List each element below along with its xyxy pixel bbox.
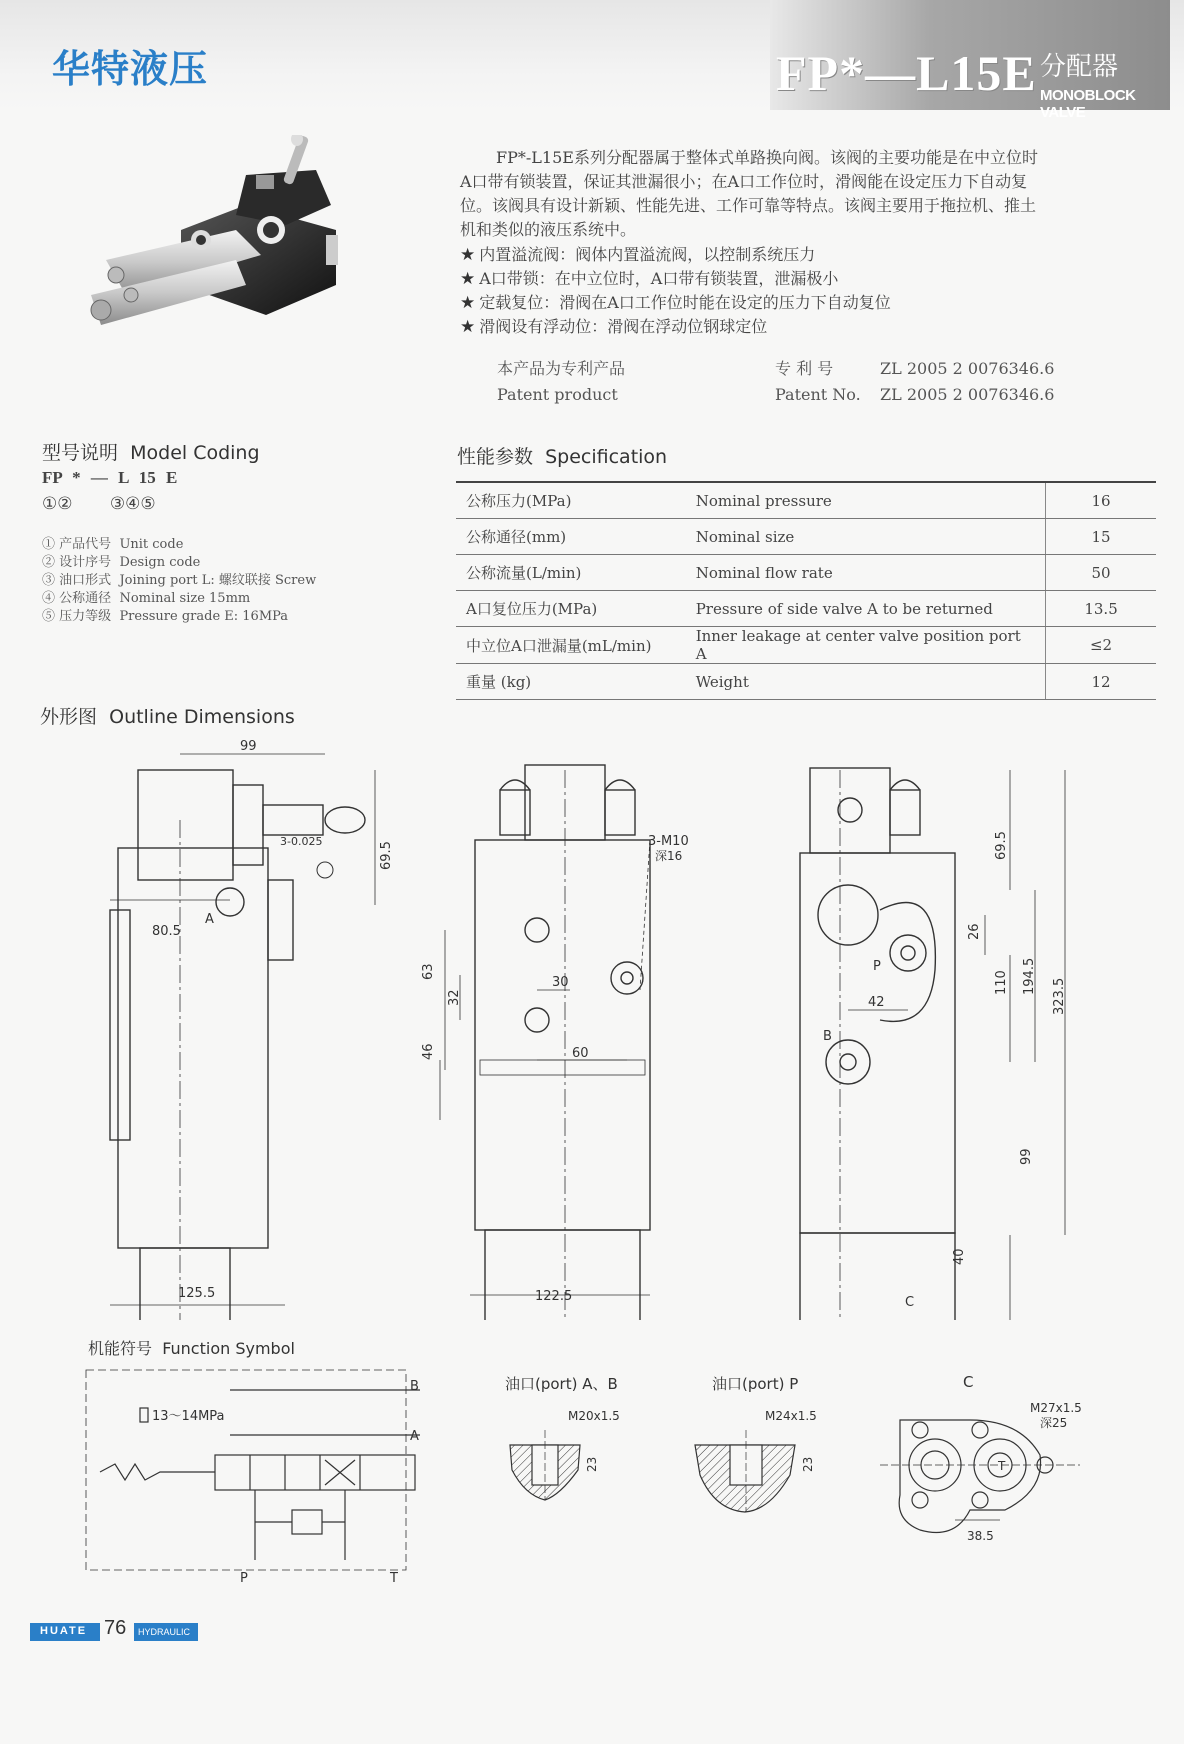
thread-label: M20x1.5 <box>568 1409 620 1423</box>
patent-label-en: Patent product <box>497 385 618 404</box>
table-row: 重量 (kg) Weight 12 <box>456 664 1156 700</box>
star-icon: ★ <box>460 317 476 337</box>
feature-item: ★ 内置溢流阀：阀体内置溢流阀，以控制系统压力 <box>460 245 816 265</box>
feature-item: ★ A口带锁：在中立位时，A口带有锁装置，泄漏极小 <box>460 269 839 289</box>
spec-table <box>456 481 1156 700</box>
intro-line: 机和类似的液压系统中。 <box>460 220 637 239</box>
model-coding-title: 型号说明 Model Coding <box>42 442 260 464</box>
table-row: A口复位压力(MPa) Pressure of side valve A to be returned 13.5 <box>456 591 1156 627</box>
dim-label: 122.5 <box>535 1289 573 1304</box>
view-label: C <box>905 1295 915 1310</box>
dim-label: 69.5 <box>379 841 394 870</box>
page-number: 76 <box>104 1617 127 1639</box>
dim-label: 99 <box>1019 1148 1034 1165</box>
table-row: 公称压力(MPa) Nominal pressure 16 <box>456 482 1156 519</box>
model-code: FP * — L 15 E <box>42 468 178 487</box>
dim-label: 60 <box>572 1046 589 1061</box>
product-name-cn: 分配器 <box>1040 52 1119 82</box>
table-row: 公称通径(mm) Nominal size 15 <box>456 519 1156 555</box>
dim-label: 40 <box>952 1248 967 1265</box>
star-icon: ★ <box>460 269 476 289</box>
table-row: 中立位A口泄漏量(mL/min) Inner leakage at center valve position port A ≤2 <box>456 627 1156 664</box>
dim-label: 3-M10 <box>648 834 689 849</box>
patent-number-cn: ZL 2005 2 0076346.6 <box>880 359 1055 378</box>
star-icon: ★ <box>460 293 476 313</box>
dim-label: 3-0.025 <box>280 835 323 848</box>
model-code-markers: ①② ③④⑤ <box>42 494 156 514</box>
port-ab-title: 油口(port) A、B <box>505 1375 618 1393</box>
spec-title: 性能参数 Specification <box>457 446 668 468</box>
footer-brand: HUATE <box>40 1625 88 1637</box>
dim-label: 69.5 <box>994 831 1009 860</box>
dim-label: 110 <box>994 970 1009 995</box>
feature-item: ★ 滑阀设有浮动位：滑阀在浮动位钢球定位 <box>460 317 768 337</box>
intro-line: 位。该阀具有设计新颖、性能先进、工作可靠等特点。该阀主要用于拖拉机、推土 <box>460 196 1037 215</box>
function-symbol-title: 机能符号 Function Symbol <box>88 1339 295 1358</box>
intro-description <box>460 146 1160 242</box>
port-label: T <box>998 1459 1006 1473</box>
legend-item: ⑤ 压力等级 Pressure grade E: 16MPa <box>42 609 289 624</box>
port-label: A <box>205 912 214 927</box>
patent-number-en: ZL 2005 2 0076346.6 <box>880 385 1055 404</box>
legend-item: ② 设计序号 Design code <box>42 555 201 570</box>
pressure-label: 13～14MPa <box>152 1409 225 1424</box>
product-name-en: MONOBLOCK VALVE <box>1040 87 1136 121</box>
legend-item: ③ 油口形式 Joining port L: 螺纹联接 Screw <box>42 573 317 588</box>
function-symbol-diagram <box>80 1360 440 1590</box>
port-detail-drawings <box>500 1400 1120 1560</box>
dim-label: 26 <box>967 923 982 940</box>
patent-number: 专 利 号 ZL 2005 2 0076346.6 Patent No. ZL 2005 2 0076346.6 <box>775 359 1055 404</box>
feature-list <box>460 243 1160 339</box>
dim-label: 32 <box>447 989 462 1006</box>
star-icon: ★ <box>460 245 476 265</box>
outline-drawing <box>0 730 1184 1320</box>
port-c-title: C <box>963 1373 974 1391</box>
dim-label: 63 <box>421 963 436 980</box>
brand-title: 华特液压 <box>52 47 209 91</box>
front-view <box>440 765 650 1320</box>
footer-label: HYDRAULIC <box>138 1627 191 1637</box>
dim-label: 46 <box>421 1043 436 1060</box>
depth-label: 23 <box>801 1456 815 1472</box>
thread-label: M24x1.5 <box>765 1409 817 1423</box>
port-label: P <box>873 959 881 974</box>
outline-title: 外形图 Outline Dimensions <box>40 706 295 728</box>
model-title: FP*—L15E <box>776 45 1037 101</box>
model-coding-legend <box>42 536 316 626</box>
legend-item: ④ 公称通径 Nominal size 15mm <box>42 591 251 606</box>
port-p-title: 油口(port) P <box>712 1375 799 1393</box>
port-label: A <box>410 1429 419 1444</box>
port-label: P <box>240 1571 248 1586</box>
port-label: T <box>390 1571 398 1586</box>
dim-label: 99 <box>240 739 257 754</box>
dim-label: 30 <box>552 975 569 990</box>
product-photo <box>86 135 376 345</box>
dim-label: 42 <box>868 995 885 1010</box>
intro-line: FP*-L15E系列分配器属于整体式单路换向阀。该阀的主要功能是在中立位时 <box>496 148 1038 167</box>
dim-label: 38.5 <box>967 1529 994 1543</box>
patent-label-cn: 本产品为专利产品 <box>497 359 626 378</box>
legend-item: ① 产品代号 Unit code <box>42 537 184 552</box>
dim-label: 323.5 <box>1052 977 1067 1015</box>
depth-label: 23 <box>585 1456 599 1472</box>
table-row: 公称流量(L/min) Nominal flow rate 50 <box>456 555 1156 591</box>
depth-label: 深25 <box>1040 1416 1068 1430</box>
patent-label <box>497 356 625 408</box>
port-label: B <box>823 1029 832 1044</box>
rear-view <box>800 768 1065 1320</box>
feature-item: ★ 定载复位：滑阀在A口工作位时能在设定的压力下自动复位 <box>460 293 891 313</box>
dim-label: 125.5 <box>178 1286 216 1301</box>
dim-label: 194.5 <box>1022 957 1037 995</box>
side-view <box>110 754 375 1320</box>
port-label: B <box>410 1379 419 1394</box>
dim-label: 深16 <box>655 849 683 863</box>
dim-label: 80.5 <box>152 924 181 939</box>
intro-line: A口带有锁装置，保证其泄漏很小；在A口工作位时，滑阀能在设定压力下自动复 <box>460 172 1028 191</box>
thread-label: M27x1.5 <box>1030 1401 1082 1415</box>
